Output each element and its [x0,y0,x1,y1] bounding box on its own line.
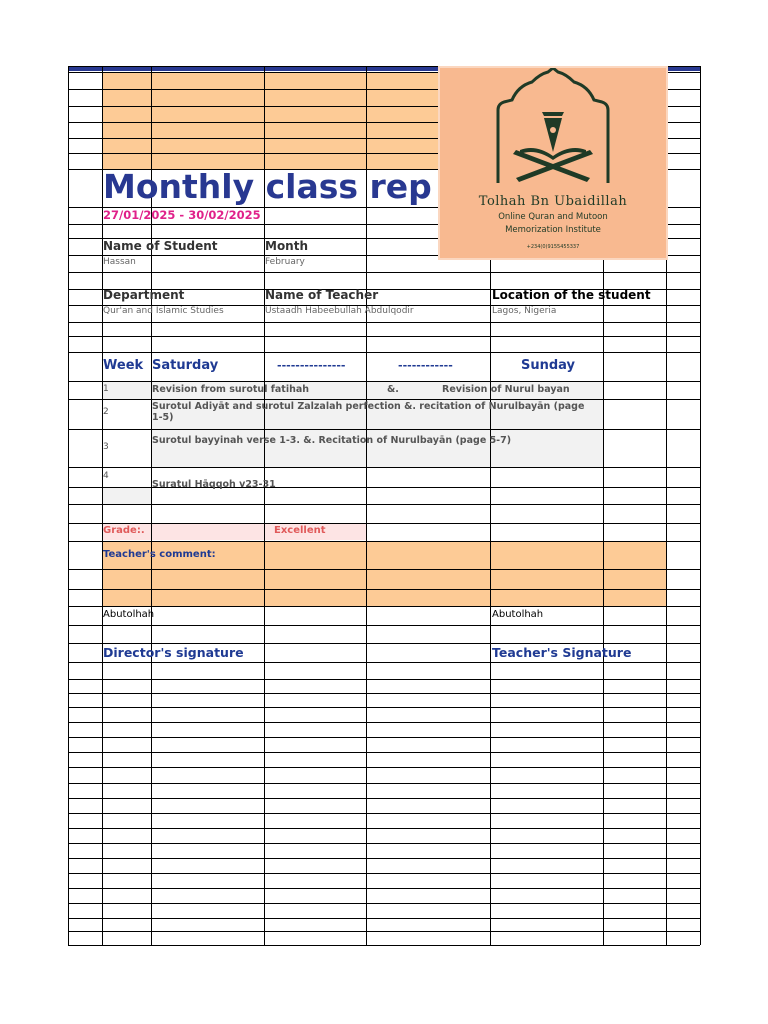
grid-row-line [68,858,700,859]
week-1-sunday: Revision of Nurul bayan [442,384,570,395]
director-name: Abutolhah [103,609,155,620]
grid-row-line [68,352,700,353]
grid-row-line [68,322,700,323]
grid-row-line [68,662,700,663]
week-number: 4 [103,471,109,481]
grid-row-line [68,399,700,400]
week-number: 3 [103,442,109,452]
week-2-text: Surotul Adiyāt and surotul Zalzalah perfection &. recitation of Nurulbayān (page 1-5) [152,401,585,424]
student-name-label: Name of Student [103,239,218,253]
grid-row-line [68,606,700,607]
grid-row-line [68,737,700,738]
teacher-signature-name: Abutolhah [492,609,544,620]
grid-row-line [68,504,700,505]
grid-column-line [700,66,701,945]
teacher-name-value: Ustaadh Habeebullah Abdulqodir [265,306,414,316]
grid-row-line [68,707,700,708]
grid-row-line [68,903,700,904]
teacher-name-label: Name of Teacher [265,288,379,302]
grid-row-line [68,679,700,680]
grid-row-line [68,767,700,768]
grade-value: Excellent [274,525,326,536]
grid-row-line [68,429,700,430]
week-number: 2 [103,407,109,417]
sunday-header: Sunday [521,358,576,373]
grid-column-line [666,66,667,945]
grid-row-line [68,625,700,626]
institute-logo [440,68,666,258]
week-4-text: Suratul Hāqqoh v23-31 [152,479,276,490]
week-row-fill-4 [102,487,151,504]
week-number: 1 [103,384,109,394]
teacher-comment-label: Teacher's comment: [103,549,216,560]
week-1-ampersand: &. [387,384,399,395]
grid-row-line [68,873,700,874]
grid-row-line [68,643,700,644]
dash-header-2: ------------ [398,359,453,372]
logo-phone: +234(0)9155455337 [526,244,580,250]
quran-pen-icon [440,68,666,198]
location-value: Lagos, Nigeria [492,306,557,316]
grid-row-line [68,752,700,753]
grid-column-line [68,66,69,945]
grid-row-line [68,843,700,844]
month-label: Month [265,239,309,253]
director-signature-label: Director's signature [103,645,244,660]
logo-institute-name: Tolhah Bn Ubaidillah [478,194,628,209]
location-label: Location of the student [492,288,651,302]
report-title: Monthly class rep [103,167,432,206]
grid-row-line [68,523,700,524]
week-header: Week [103,358,144,373]
grid-row-line [68,693,700,694]
grid-row-line [68,589,700,590]
grid-row-line [68,931,700,932]
grid-row-line [68,541,700,542]
date-range: 27/01/2025 - 30/02/2025 [103,208,261,222]
grid-row-line [68,828,700,829]
teacher-signature-label: Teacher's Signature [492,645,632,660]
grid-row-line [68,918,700,919]
grid-row-line [68,66,700,67]
week-3-text: Surotul bayyinah verse 1-3. &. Recitation of Nurulbayān (page 5-7) [152,435,512,446]
month-value: February [265,257,305,267]
grid-row-line [68,467,700,468]
logo-tagline-2: Memorization Institute [505,225,601,235]
student-name-value: Hassan [103,257,136,267]
logo-tagline-1: Online Quran and Mutoon [498,212,608,222]
grid-row-line [68,272,700,273]
grid-row-line [68,336,700,337]
grid-row-line [68,798,700,799]
grid-row-line [68,813,700,814]
grid-row-line [68,569,700,570]
grid-row-line [68,888,700,889]
grid-row-line [68,722,700,723]
grid-row-line [68,783,700,784]
saturday-header: Saturday [152,358,219,373]
grid-row-line [68,945,700,946]
dash-header-1: --------------- [277,359,346,372]
department-label: Department [103,288,185,302]
header-fill [102,72,440,169]
grid-row-line [68,381,700,382]
grade-label: Grade:. [103,525,145,536]
department-value: Qur'an and Islamic Studies [103,306,224,316]
week-1-saturday: Revision from surotul fatihah [152,384,310,395]
